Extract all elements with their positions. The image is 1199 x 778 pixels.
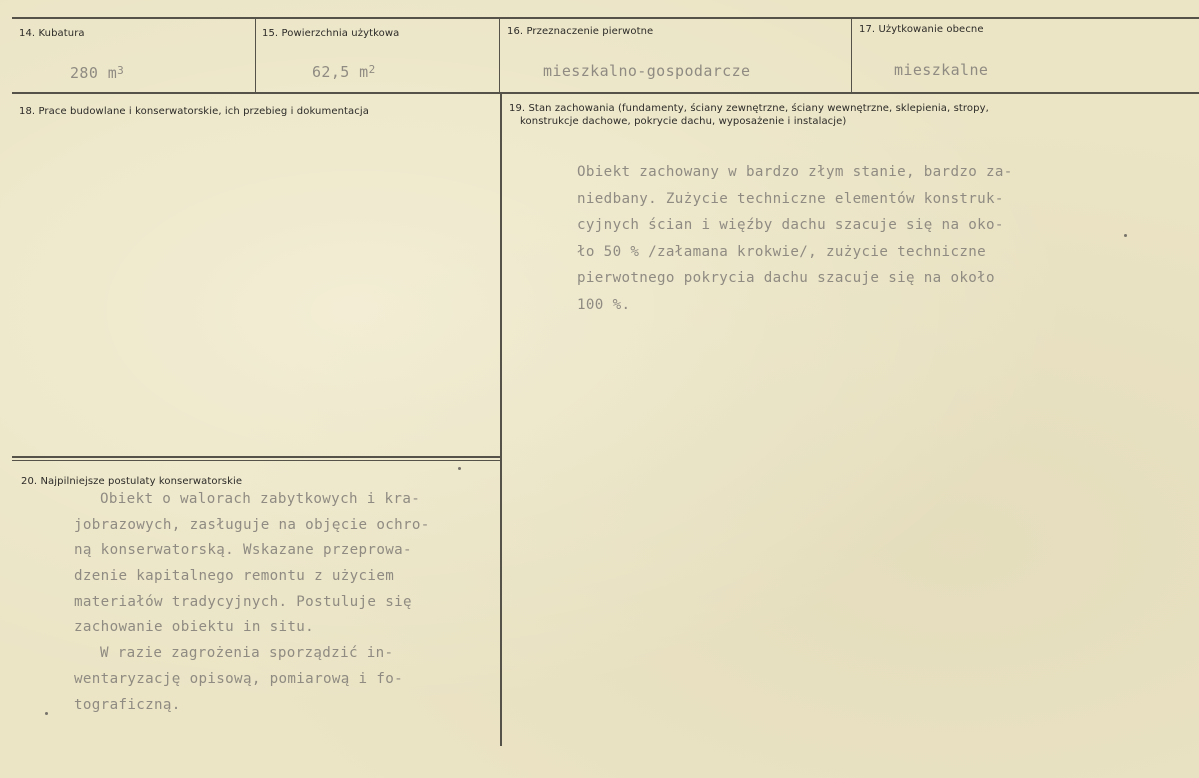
postulaty-line: jobrazowych, zasługuje na objęcie ochro-	[74, 516, 430, 533]
kubatura-number: 280 m	[70, 64, 118, 82]
divider-main-vertical	[500, 93, 502, 746]
przeznaczenie-label: 16. Przeznaczenie pierwotne	[507, 26, 654, 37]
postulaty-line: Obiekt o walorach zabytkowych i kra-	[100, 491, 421, 507]
prace-budowlane-label: 18. Prace budowlane i konserwatorskie, ich przebieg i dokumentacja	[19, 106, 369, 117]
stan-zachowania-line: Obiekt zachowany w bardzo złym stanie, bardzo za-	[577, 164, 1013, 180]
stan-zachowania-line: ło 50 % /załamana krokwie/, zużycie techniczne	[577, 243, 987, 260]
stan-zachowania-label-line1: 19. Stan zachowania (fundamenty, ściany zewnętrzne, ściany wewnętrzne, sklepienia, stropy,	[509, 103, 989, 114]
stan-zachowania-line: pierwotnego pokrycia dachu szacuje się na około	[577, 270, 995, 286]
paper-speck	[1124, 234, 1127, 237]
stan-zachowania-label-line2: konstrukcje dachowe, pokrycie dachu, wyposażenie i instalacje)	[520, 116, 847, 127]
postulaty-line: tograficzną.	[74, 696, 181, 713]
kubatura-value	[70, 64, 124, 82]
divider-left-lower-a	[12, 456, 501, 458]
paper-speck	[458, 467, 461, 470]
stan-zachowania-line: 100 %.	[577, 296, 631, 313]
paper-speck	[45, 712, 48, 715]
powierzchnia-unit-exponent: 2	[368, 63, 376, 76]
postulaty-text	[74, 487, 430, 718]
divider-col-16-17	[851, 17, 852, 94]
uzytkowanie-value: mieszkalne	[894, 61, 989, 79]
przeznaczenie-value: mieszkalno-gospodarcze	[543, 62, 751, 80]
divider-header-row	[12, 92, 1199, 94]
postulaty-line: ną konserwatorską. Wskazane przeprowa-	[74, 542, 412, 559]
postulaty-line: W razie zagrożenia sporządzić in-	[100, 645, 394, 662]
divider-col-14-15	[255, 17, 256, 94]
uzytkowanie-label: 17. Użytkowanie obecne	[859, 24, 984, 35]
postulaty-line: wentaryzację opisową, pomiarową i fo-	[74, 670, 403, 687]
top-border	[12, 17, 1199, 19]
kubatura-label: 14. Kubatura	[19, 28, 85, 39]
powierzchnia-number: 62,5 m	[312, 63, 369, 81]
powierzchnia-value	[312, 63, 376, 81]
divider-col-15-16	[499, 17, 500, 94]
stan-zachowania-line: niedbany. Zużycie techniczne elementów konstruk-	[577, 190, 1004, 207]
divider-left-lower-b	[12, 460, 501, 461]
powierzchnia-label: 15. Powierzchnia użytkowa	[262, 28, 400, 39]
postulaty-line: materiałów tradycyjnych. Postuluje się	[74, 593, 412, 610]
postulaty-line: dzenie kapitalnego remontu z użyciem	[74, 568, 395, 585]
kubatura-unit-exponent: 3	[117, 64, 125, 77]
postulaty-line: zachowanie obiektu in situ.	[74, 619, 315, 636]
stan-zachowania-line: cyjnych ścian i więźby dachu szacuje się na oko-	[577, 217, 1004, 233]
postulaty-label: 20. Najpilniejsze postulaty konserwatorskie	[21, 476, 243, 487]
stan-zachowania-text	[577, 159, 1013, 318]
